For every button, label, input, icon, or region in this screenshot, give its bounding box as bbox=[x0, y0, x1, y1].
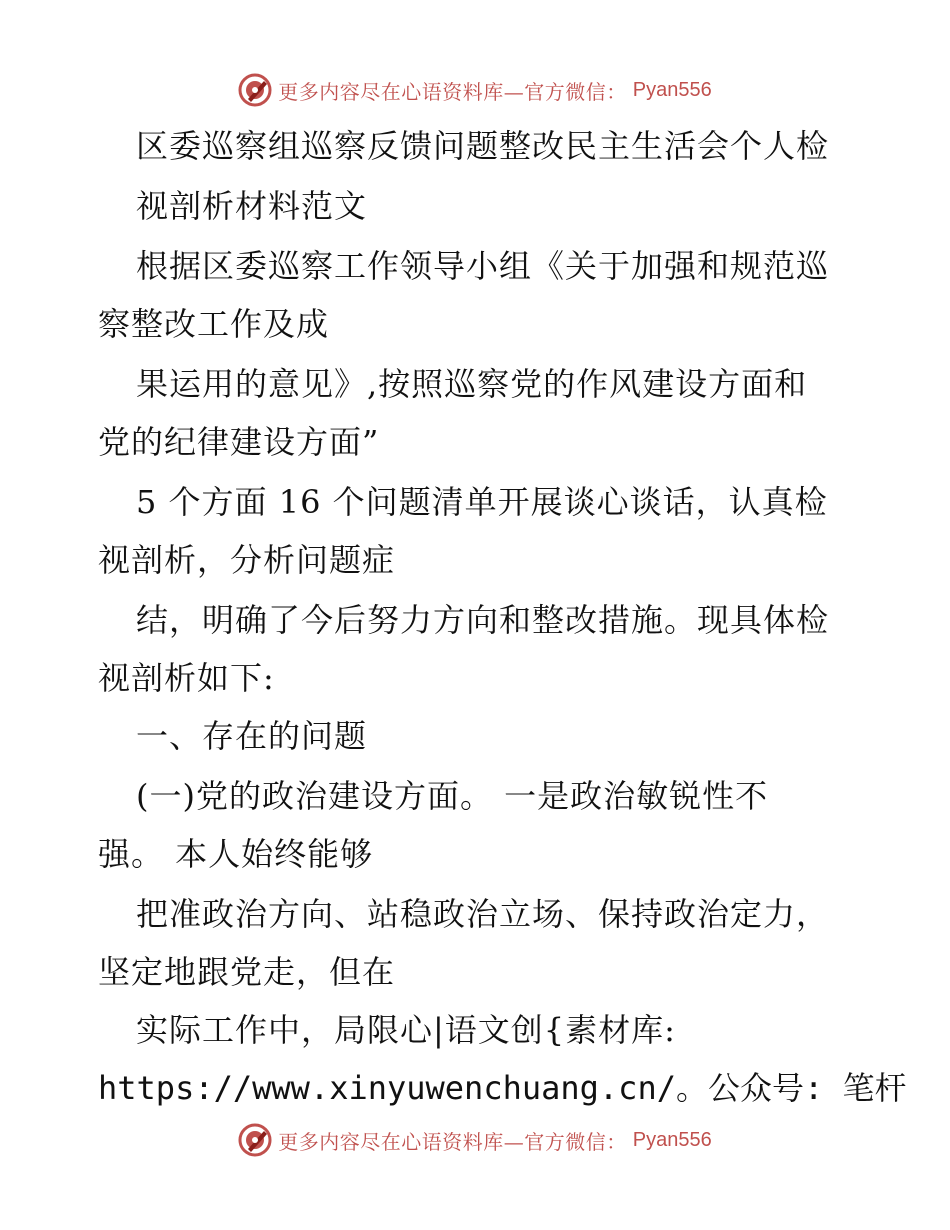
text-line: 视剖析，分析问题症 bbox=[98, 541, 396, 579]
text-line: 区委巡察组巡察反馈问题整改民主生活会个人检 bbox=[136, 127, 830, 165]
footer-banner-text: 更多内容尽在心语资料库—官方微信： bbox=[278, 1129, 627, 1154]
footer-banner-wechat: Pyan556 bbox=[632, 1128, 712, 1151]
footer-banner bbox=[0, 1120, 950, 1160]
header-banner bbox=[0, 70, 950, 110]
text-line-url: https://www.xinyuwenchuang.cn/。公众号: 笔杆 bbox=[98, 1069, 907, 1107]
text-line: 党的纪律建设方面” bbox=[98, 423, 380, 461]
text-line: 坚定地跟党走，但在 bbox=[98, 953, 396, 991]
text-line: 强。 本人始终能够 bbox=[98, 835, 374, 873]
text-line: 察整改工作及成 bbox=[98, 305, 330, 343]
text-line: (一)党的政治建设方面。 一是政治敏锐性不 bbox=[136, 777, 769, 815]
text-line: 果运用的意见》,按照巡察党的作风建设方面和 bbox=[136, 365, 808, 403]
red-pen-circle-logo-icon bbox=[238, 73, 272, 107]
red-pen-circle-logo-icon bbox=[238, 1123, 272, 1157]
text-line: 把准政治方向、站稳政治立场、保持政治定力， bbox=[136, 895, 830, 933]
text-line: 5 个方面 16 个问题清单开展谈心谈话，认真检 bbox=[136, 483, 828, 521]
text-line: 根据区委巡察工作领导小组《关于加强和规范巡 bbox=[136, 247, 830, 285]
header-banner-text: 更多内容尽在心语资料库—官方微信： bbox=[278, 79, 627, 104]
text-line: 结，明确了今后努力方向和整改措施。现具体检 bbox=[136, 601, 830, 639]
text-line: 视剖析如下: bbox=[98, 659, 275, 697]
text-line: 视剖析材料范文 bbox=[136, 187, 368, 225]
section-heading: 一、存在的问题 bbox=[136, 717, 368, 755]
header-banner-wechat: Pyan556 bbox=[632, 78, 712, 101]
text-line: 实际工作中，局限心|语文创{素材库: bbox=[136, 1011, 676, 1049]
